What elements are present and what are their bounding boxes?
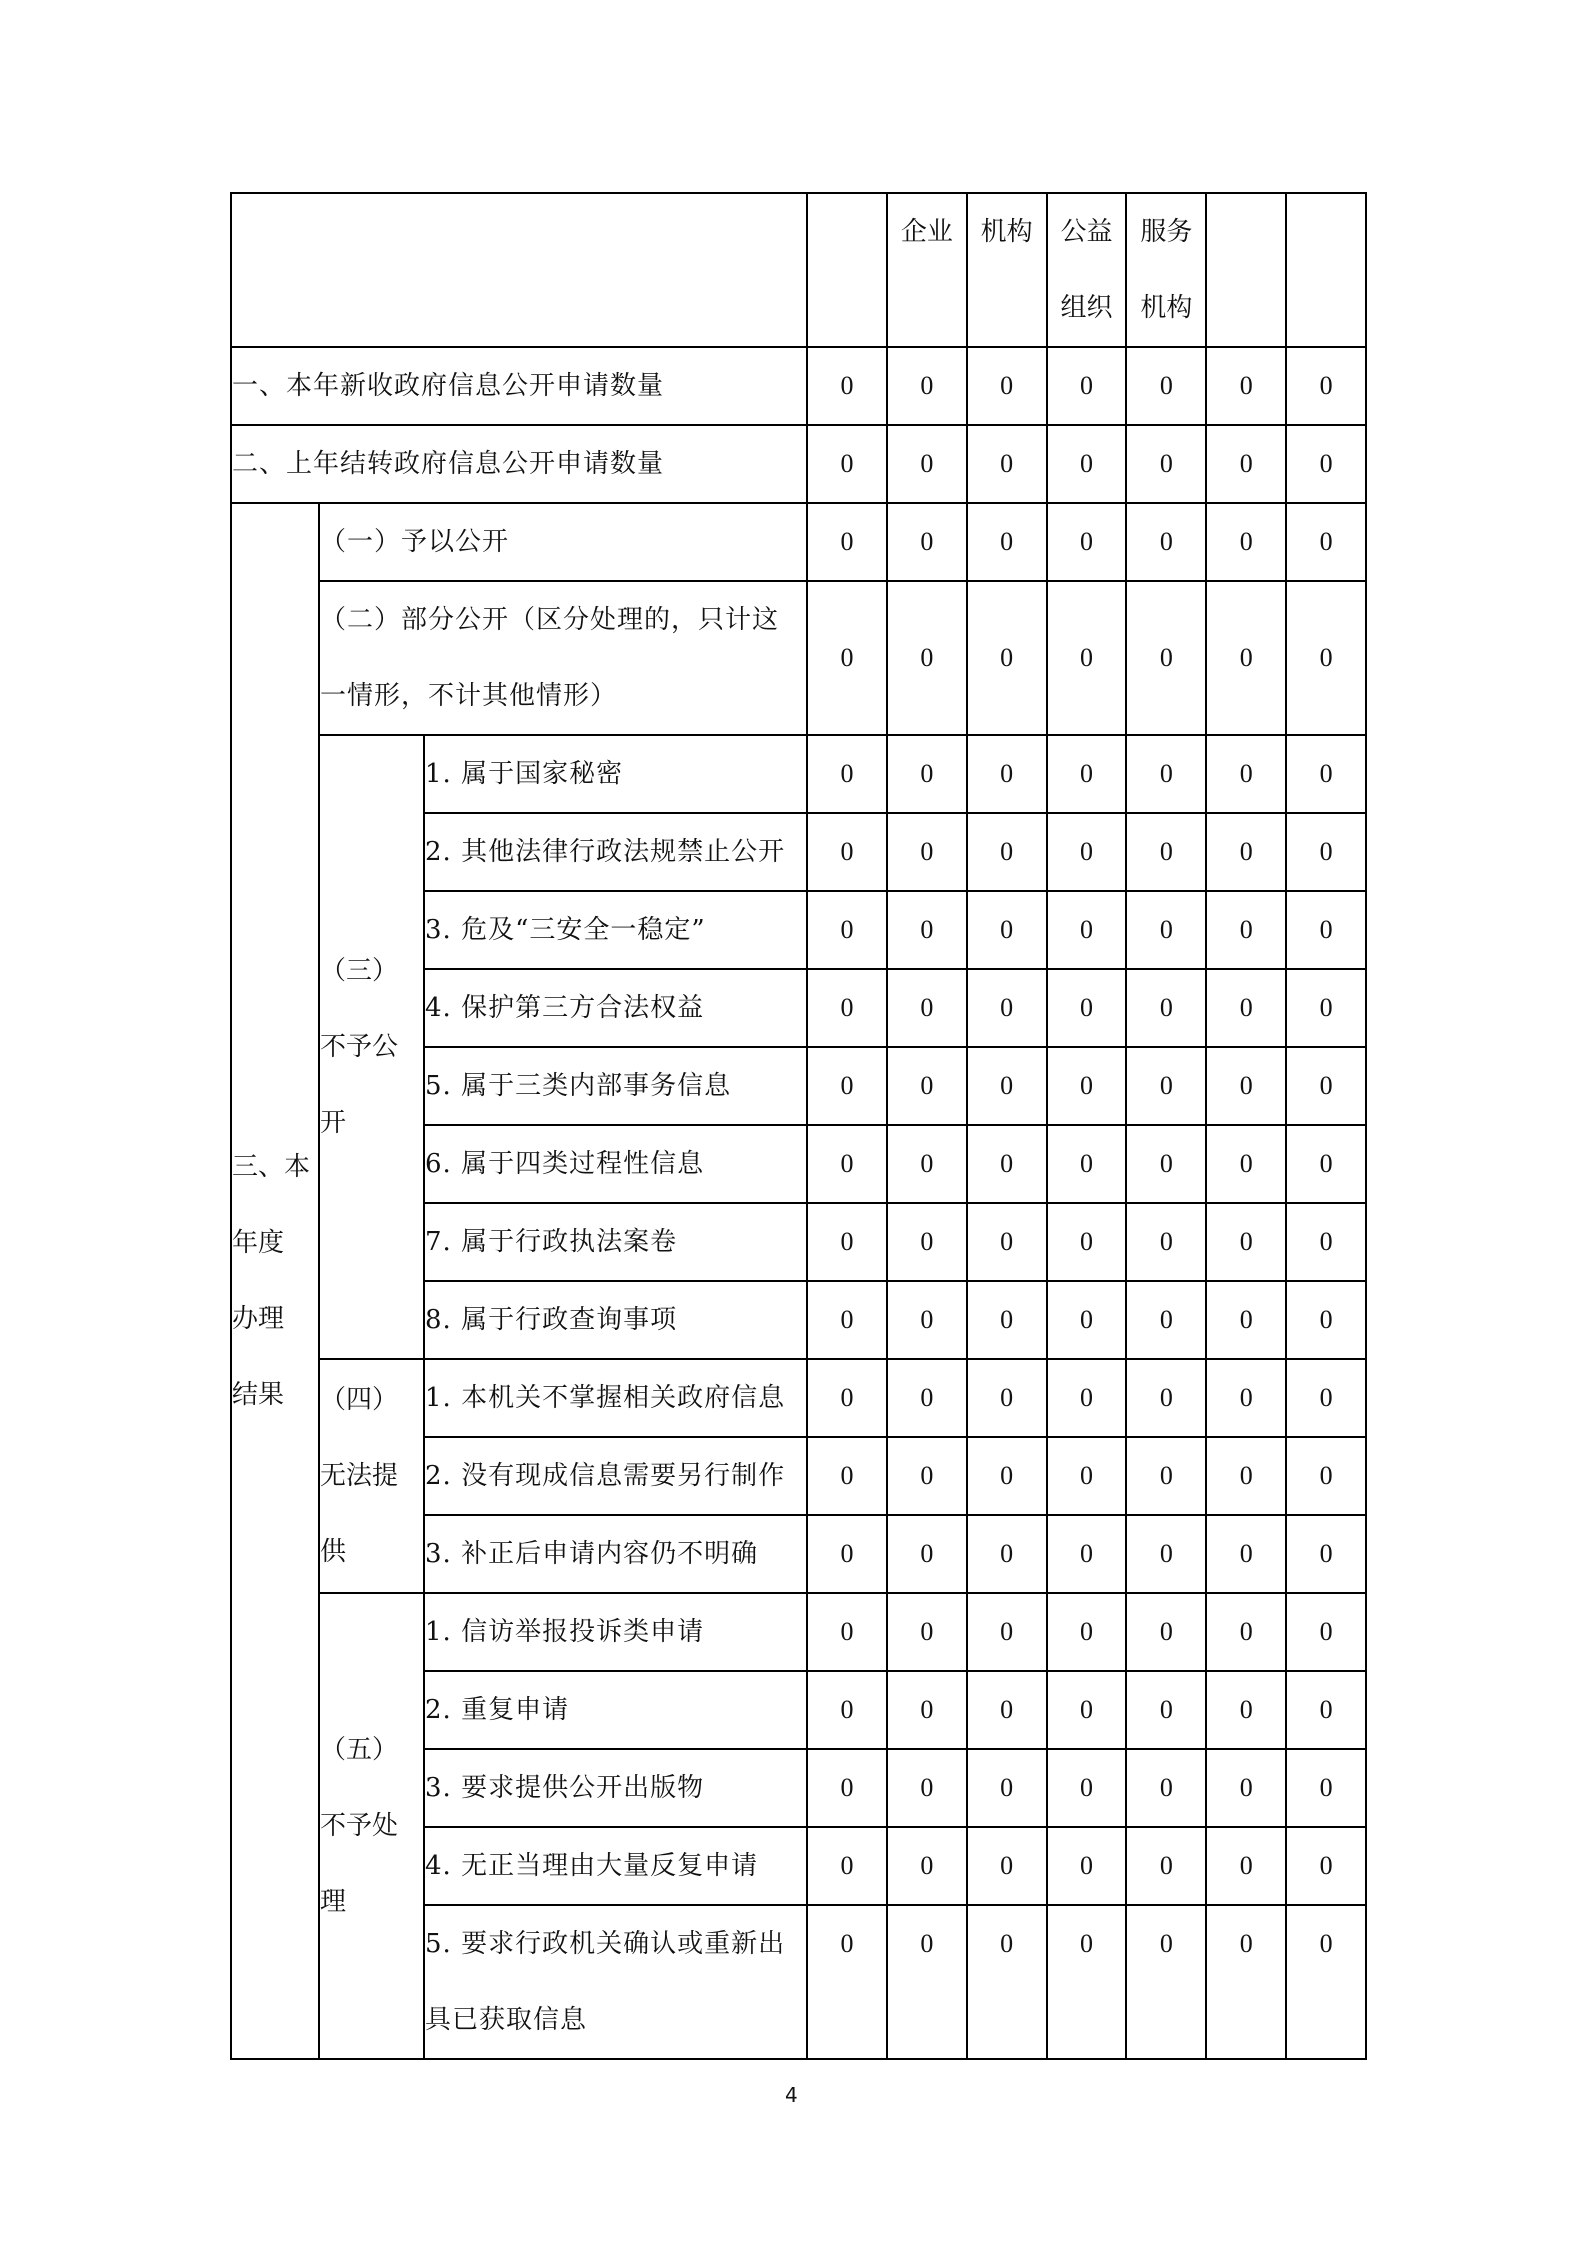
value-cell: 0 bbox=[1206, 1047, 1286, 1125]
value-cell: 0 bbox=[1126, 969, 1206, 1047]
row-label: （一）予以公开 bbox=[319, 503, 807, 581]
partial-row bbox=[231, 581, 1366, 735]
row-label: 二、上年结转政府信息公开申请数量 bbox=[231, 425, 807, 503]
header-cell bbox=[1206, 193, 1286, 347]
value-cell: 0 bbox=[1047, 581, 1127, 735]
value-cell: 0 bbox=[1047, 891, 1127, 969]
value-cell: 0 bbox=[1047, 1593, 1127, 1671]
value-cell: 0 bbox=[1126, 813, 1206, 891]
value-cell: 0 bbox=[807, 1827, 887, 1905]
value-cell: 0 bbox=[967, 1671, 1047, 1749]
label-line: 结果 bbox=[232, 1380, 285, 1410]
value-cell: 0 bbox=[967, 1359, 1047, 1437]
value-cell: 0 bbox=[887, 1125, 967, 1203]
label-line: 无法提 bbox=[320, 1461, 399, 1491]
value-cell: 0 bbox=[1286, 891, 1366, 969]
value-cell: 0 bbox=[1047, 1827, 1127, 1905]
value-cell: 0 bbox=[887, 1203, 967, 1281]
value-cell: 0 bbox=[1286, 1749, 1366, 1827]
header-blank-cell bbox=[231, 193, 807, 347]
value-cell: 0 bbox=[967, 1827, 1047, 1905]
value-cell: 0 bbox=[887, 1359, 967, 1437]
row-label: 3. 补正后申请内容仍不明确 bbox=[424, 1515, 807, 1593]
value-cell: 0 bbox=[967, 1203, 1047, 1281]
value-cell: 0 bbox=[807, 425, 887, 503]
value-cell: 0 bbox=[807, 1593, 887, 1671]
value-cell: 0 bbox=[1206, 891, 1286, 969]
value-cell: 0 bbox=[1047, 1905, 1127, 2059]
value-cell: 0 bbox=[1126, 891, 1206, 969]
value-cell: 0 bbox=[887, 1437, 967, 1515]
value-cell: 0 bbox=[887, 969, 967, 1047]
value-cell: 0 bbox=[1047, 1515, 1127, 1593]
unable-to-provide-item-row bbox=[231, 1359, 1366, 1437]
label-line: 理 bbox=[320, 1887, 347, 1917]
not-disclosed-group-label bbox=[319, 735, 424, 1359]
label-line: 不予公 bbox=[320, 1032, 399, 1062]
value-cell: 0 bbox=[1047, 735, 1127, 813]
label-line: 具已获取信息 bbox=[425, 2005, 588, 2035]
value-cell: 0 bbox=[1047, 969, 1127, 1047]
value-cell: 0 bbox=[887, 1827, 967, 1905]
row-label: 3. 危及“三安全一稳定” bbox=[424, 891, 807, 969]
value-cell: 0 bbox=[1047, 1125, 1127, 1203]
row-label: 5. 属于三类内部事务信息 bbox=[424, 1047, 807, 1125]
carried-over-row bbox=[231, 425, 1366, 503]
value-cell: 0 bbox=[1206, 1593, 1286, 1671]
not-processed-group-label bbox=[319, 1593, 424, 2059]
value-cell: 0 bbox=[1206, 813, 1286, 891]
value-cell: 0 bbox=[1126, 1827, 1206, 1905]
label-line: （三） bbox=[320, 956, 399, 986]
value-cell: 0 bbox=[887, 425, 967, 503]
not-disclosed-item-row bbox=[231, 735, 1366, 813]
value-cell: 0 bbox=[1206, 1671, 1286, 1749]
value-cell: 0 bbox=[807, 813, 887, 891]
unable-to-provide-group-label bbox=[319, 1359, 424, 1593]
value-cell: 0 bbox=[1047, 347, 1127, 425]
label-line: 不予处 bbox=[320, 1811, 399, 1841]
value-cell: 0 bbox=[1126, 1437, 1206, 1515]
value-cell: 0 bbox=[967, 1515, 1047, 1593]
value-cell: 0 bbox=[1286, 1905, 1366, 2059]
value-cell: 0 bbox=[1126, 1359, 1206, 1437]
label-line: 开 bbox=[320, 1108, 347, 1138]
row-label bbox=[424, 1905, 807, 2059]
value-cell: 0 bbox=[1126, 1047, 1206, 1125]
value-cell: 0 bbox=[1286, 969, 1366, 1047]
label-line: 三、本 bbox=[232, 1152, 311, 1182]
value-cell: 0 bbox=[1286, 1047, 1366, 1125]
value-cell: 0 bbox=[967, 891, 1047, 969]
value-cell: 0 bbox=[1126, 1515, 1206, 1593]
value-cell: 0 bbox=[1047, 1359, 1127, 1437]
label-line: 一情形，不计其他情形） bbox=[320, 681, 618, 711]
value-cell: 0 bbox=[1286, 1437, 1366, 1515]
value-cell: 0 bbox=[807, 1281, 887, 1359]
value-cell: 0 bbox=[1286, 1359, 1366, 1437]
value-cell: 0 bbox=[1286, 503, 1366, 581]
value-cell: 0 bbox=[1206, 425, 1286, 503]
value-cell: 0 bbox=[807, 1047, 887, 1125]
value-cell: 0 bbox=[1286, 1281, 1366, 1359]
not-processed-item-row bbox=[231, 1593, 1366, 1671]
value-cell: 0 bbox=[1206, 1515, 1286, 1593]
header-cell-institution: 机构 bbox=[967, 193, 1047, 347]
value-cell: 0 bbox=[807, 581, 887, 735]
value-cell: 0 bbox=[1286, 1125, 1366, 1203]
value-cell: 0 bbox=[1286, 813, 1366, 891]
row-label: 6. 属于四类过程性信息 bbox=[424, 1125, 807, 1203]
value-cell: 0 bbox=[1206, 1905, 1286, 2059]
value-cell: 0 bbox=[887, 1749, 967, 1827]
value-cell: 0 bbox=[967, 1437, 1047, 1515]
value-cell: 0 bbox=[887, 1593, 967, 1671]
value-cell: 0 bbox=[1126, 1203, 1206, 1281]
value-cell: 0 bbox=[1206, 1827, 1286, 1905]
label-line: 办理 bbox=[232, 1304, 285, 1334]
row-label: 4. 保护第三方合法权益 bbox=[424, 969, 807, 1047]
value-cell: 0 bbox=[1206, 1125, 1286, 1203]
value-cell: 0 bbox=[967, 1593, 1047, 1671]
value-cell: 0 bbox=[967, 347, 1047, 425]
value-cell: 0 bbox=[967, 1125, 1047, 1203]
value-cell: 0 bbox=[1126, 347, 1206, 425]
value-cell: 0 bbox=[1047, 503, 1127, 581]
statistics-table bbox=[230, 192, 1367, 2060]
value-cell: 0 bbox=[1206, 503, 1286, 581]
header-cell-service-institution: 服务 机构 bbox=[1126, 193, 1206, 347]
value-cell: 0 bbox=[807, 735, 887, 813]
value-cell: 0 bbox=[807, 1905, 887, 2059]
value-cell: 0 bbox=[967, 1047, 1047, 1125]
header-row bbox=[231, 193, 1366, 347]
value-cell: 0 bbox=[967, 1905, 1047, 2059]
label-line: （二）部分公开（区分处理的，只计这 bbox=[320, 605, 780, 635]
value-cell: 0 bbox=[807, 1515, 887, 1593]
value-cell: 0 bbox=[887, 503, 967, 581]
value-cell: 0 bbox=[967, 581, 1047, 735]
value-cell: 0 bbox=[807, 1671, 887, 1749]
row-label: 1. 本机关不掌握相关政府信息 bbox=[424, 1359, 807, 1437]
value-cell: 0 bbox=[1126, 1671, 1206, 1749]
value-cell: 0 bbox=[1206, 347, 1286, 425]
disclosed-row bbox=[231, 503, 1366, 581]
row-label: 2. 没有现成信息需要另行制作 bbox=[424, 1437, 807, 1515]
value-cell: 0 bbox=[807, 891, 887, 969]
value-cell: 0 bbox=[1286, 1203, 1366, 1281]
value-cell: 0 bbox=[1047, 1281, 1127, 1359]
value-cell: 0 bbox=[887, 1515, 967, 1593]
value-cell: 0 bbox=[1047, 425, 1127, 503]
value-cell: 0 bbox=[1206, 1203, 1286, 1281]
header-cell bbox=[807, 193, 887, 347]
value-cell: 0 bbox=[887, 735, 967, 813]
value-cell: 0 bbox=[1126, 425, 1206, 503]
value-cell: 0 bbox=[807, 969, 887, 1047]
row-label bbox=[319, 581, 807, 735]
value-cell: 0 bbox=[807, 347, 887, 425]
value-cell: 0 bbox=[1206, 735, 1286, 813]
value-cell: 0 bbox=[807, 1437, 887, 1515]
value-cell: 0 bbox=[1286, 1827, 1366, 1905]
value-cell: 0 bbox=[1047, 1203, 1127, 1281]
value-cell: 0 bbox=[1206, 1437, 1286, 1515]
value-cell: 0 bbox=[1126, 1281, 1206, 1359]
value-cell: 0 bbox=[1047, 1437, 1127, 1515]
value-cell: 0 bbox=[967, 1749, 1047, 1827]
value-cell: 0 bbox=[807, 503, 887, 581]
value-cell: 0 bbox=[967, 425, 1047, 503]
label-line: （五） bbox=[320, 1735, 399, 1765]
value-cell: 0 bbox=[1126, 1749, 1206, 1827]
value-cell: 0 bbox=[887, 813, 967, 891]
new-requests-row bbox=[231, 347, 1366, 425]
label-line: 5. 要求行政机关确认或重新出 bbox=[425, 1929, 786, 1959]
row-label: 2. 重复申请 bbox=[424, 1671, 807, 1749]
row-label: 1. 信访举报投诉类申请 bbox=[424, 1593, 807, 1671]
value-cell: 0 bbox=[807, 1359, 887, 1437]
row-label: 3. 要求提供公开出版物 bbox=[424, 1749, 807, 1827]
value-cell: 0 bbox=[1206, 1749, 1286, 1827]
value-cell: 0 bbox=[1286, 581, 1366, 735]
results-group-label bbox=[231, 503, 319, 2059]
row-label: 1. 属于国家秘密 bbox=[424, 735, 807, 813]
row-label: 4. 无正当理由大量反复申请 bbox=[424, 1827, 807, 1905]
value-cell: 0 bbox=[1126, 503, 1206, 581]
value-cell: 0 bbox=[1126, 735, 1206, 813]
value-cell: 0 bbox=[1286, 425, 1366, 503]
value-cell: 0 bbox=[1047, 1749, 1127, 1827]
value-cell: 0 bbox=[967, 503, 1047, 581]
value-cell: 0 bbox=[1206, 581, 1286, 735]
value-cell: 0 bbox=[1286, 347, 1366, 425]
value-cell: 0 bbox=[887, 1281, 967, 1359]
value-cell: 0 bbox=[1126, 581, 1206, 735]
value-cell: 0 bbox=[887, 581, 967, 735]
value-cell: 0 bbox=[967, 735, 1047, 813]
value-cell: 0 bbox=[1126, 1125, 1206, 1203]
value-cell: 0 bbox=[807, 1125, 887, 1203]
value-cell: 0 bbox=[1206, 1359, 1286, 1437]
value-cell: 0 bbox=[1047, 813, 1127, 891]
value-cell: 0 bbox=[1126, 1593, 1206, 1671]
value-cell: 0 bbox=[1286, 735, 1366, 813]
value-cell: 0 bbox=[967, 1281, 1047, 1359]
value-cell: 0 bbox=[1286, 1593, 1366, 1671]
value-cell: 0 bbox=[887, 347, 967, 425]
page-number: 4 bbox=[785, 2083, 798, 2107]
value-cell: 0 bbox=[887, 1671, 967, 1749]
value-cell: 0 bbox=[1286, 1515, 1366, 1593]
value-cell: 0 bbox=[807, 1203, 887, 1281]
value-cell: 0 bbox=[967, 969, 1047, 1047]
header-cell-enterprise: 企业 bbox=[887, 193, 967, 347]
row-label: 2. 其他法律行政法规禁止公开 bbox=[424, 813, 807, 891]
row-label: 一、本年新收政府信息公开申请数量 bbox=[231, 347, 807, 425]
header-cell-public-welfare-org: 公益 组织 bbox=[1047, 193, 1127, 347]
label-line: （四） bbox=[320, 1385, 399, 1415]
label-line: 年度 bbox=[232, 1228, 285, 1258]
value-cell: 0 bbox=[1126, 1905, 1206, 2059]
value-cell: 0 bbox=[1047, 1671, 1127, 1749]
header-cell bbox=[1286, 193, 1366, 347]
value-cell: 0 bbox=[1047, 1047, 1127, 1125]
row-label: 7. 属于行政执法案卷 bbox=[424, 1203, 807, 1281]
value-cell: 0 bbox=[887, 1905, 967, 2059]
value-cell: 0 bbox=[1286, 1671, 1366, 1749]
value-cell: 0 bbox=[967, 813, 1047, 891]
value-cell: 0 bbox=[887, 1047, 967, 1125]
label-line: 供 bbox=[320, 1537, 347, 1567]
value-cell: 0 bbox=[807, 1749, 887, 1827]
row-label: 8. 属于行政查询事项 bbox=[424, 1281, 807, 1359]
value-cell: 0 bbox=[1206, 1281, 1286, 1359]
value-cell: 0 bbox=[887, 891, 967, 969]
value-cell: 0 bbox=[1206, 969, 1286, 1047]
